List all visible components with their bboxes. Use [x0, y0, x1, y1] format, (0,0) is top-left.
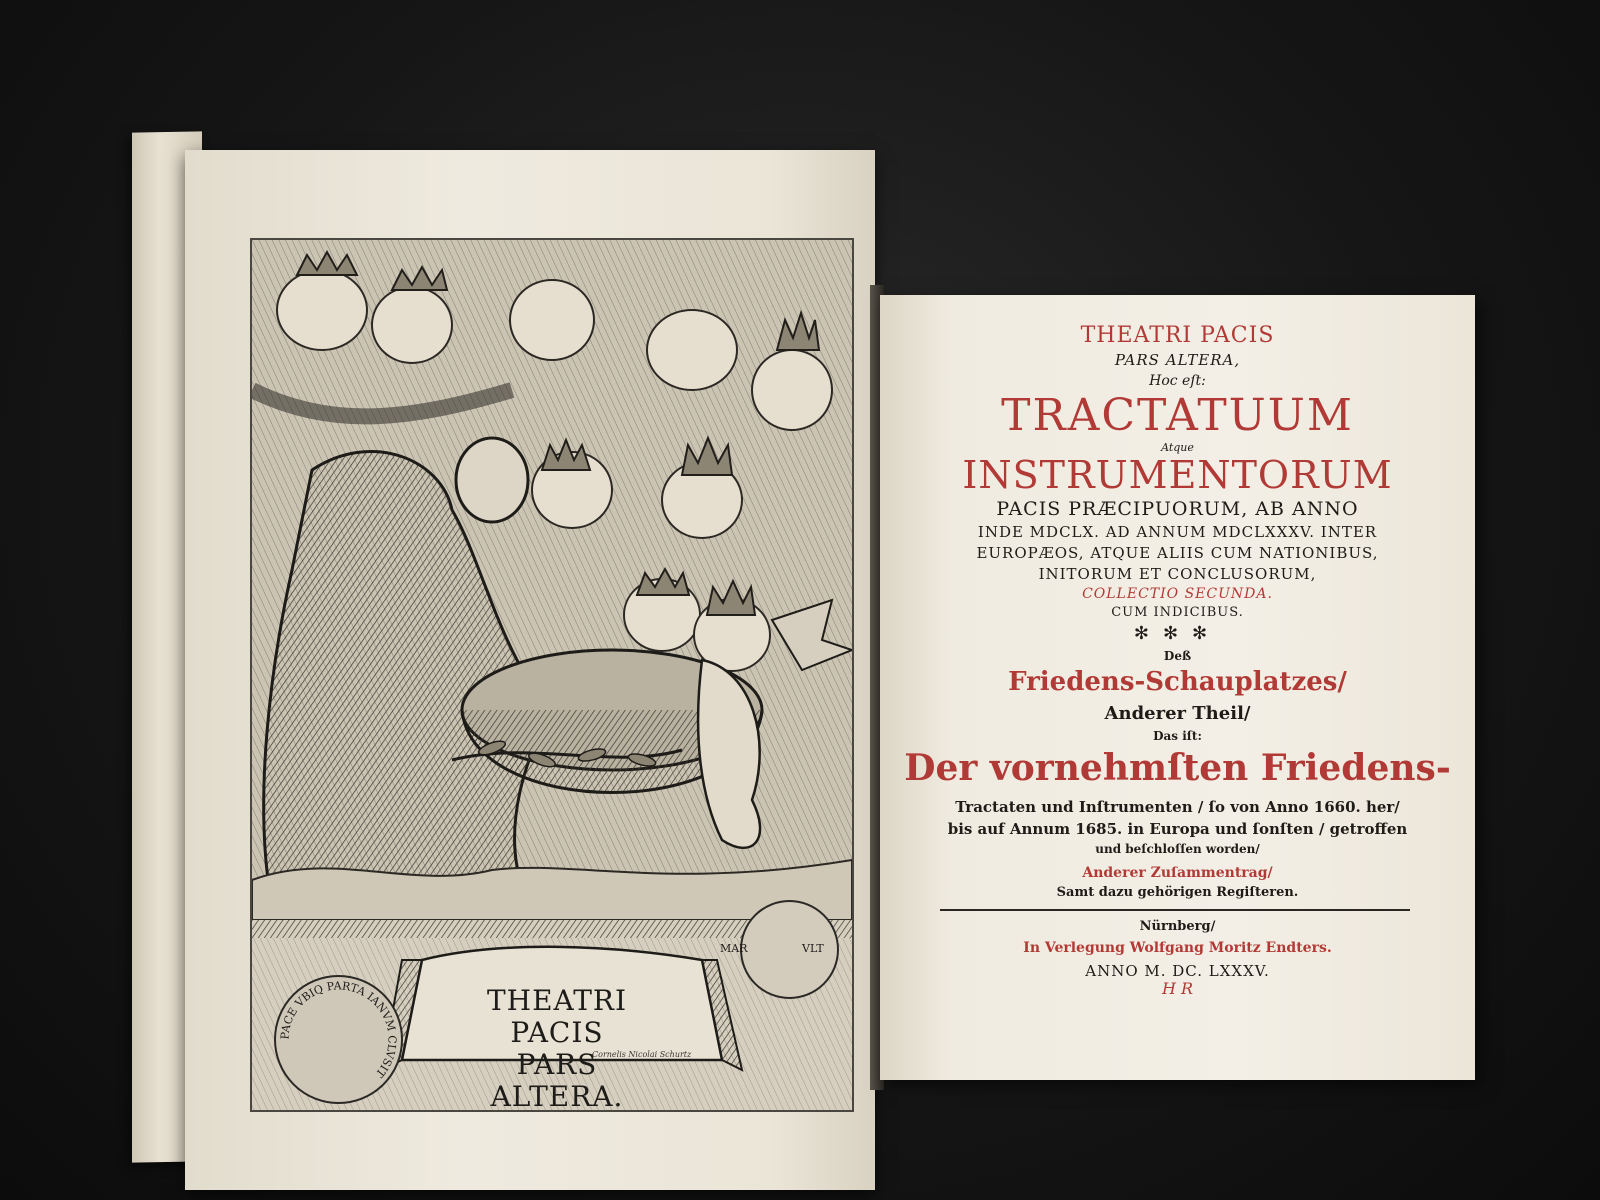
title-line-hoc-est: Hoc eſt: [1149, 373, 1206, 389]
title-line-bis-auf: bis auf Annum 1685. in Europa und ſonſten / getroffen [947, 820, 1408, 838]
title-line-beschlossen: und beſchloſſen worden/ [1095, 842, 1260, 856]
title-line-collectio: COLLECTIO SECUNDA. [1082, 586, 1273, 602]
frontispiece-title-line2: PARS ALTERA. [490, 1048, 624, 1112]
ornament-rosettes: ✻✻✻ [1133, 623, 1222, 644]
medal-right-left-text: MAR [720, 942, 748, 955]
title-line-atque: Atque [1161, 441, 1194, 454]
svg-text:PACE VBIQ PARTA IANVM CLVSIT: PACE VBIQ PARTA IANVM CLVSIT [278, 979, 399, 1080]
title-line-tractaten: Tractaten und Inſtrumenten / ſo von Anno 1660. her/ [955, 798, 1400, 816]
title-line-das-ist: Das iſt: [1153, 729, 1202, 743]
frontispiece-title-line1: THEATRI PACIS [486, 984, 628, 1049]
title-line-dess: Deß [1163, 649, 1192, 663]
title-line-verlegung: In Verlegung Wolfgang Moritz Endters. [1023, 940, 1332, 956]
medal-inscription [276, 977, 401, 1102]
title-line-anderer-theil: Anderer Theil/ [1104, 703, 1251, 724]
frontispiece-engraving [250, 238, 854, 1112]
medal-right-right-text: VLT [802, 942, 824, 955]
title-line-zusammentrag: Anderer Zuſammentrag/ [1082, 865, 1273, 881]
janus-medal [274, 975, 403, 1104]
title-line-initorum: INITORUM ET CONCLUSORUM, [1038, 565, 1317, 583]
title-rule [940, 909, 1410, 911]
title-line-cum-indicibus: CUM INDICIBUS. [1111, 605, 1244, 620]
title-line-anno: ANNO M. DC. LXXXV. [1085, 962, 1270, 980]
title-line-pars-altera: PARS ALTERA, [1114, 351, 1241, 369]
title-line-theatri-pacis: THEATRI PACIS [1080, 323, 1275, 348]
frontispiece-title [452, 985, 662, 1112]
title-line-europaeos: EUROPÆOS, ATQUE ALIIS CUM NATIONIBUS, [976, 544, 1379, 562]
handwritten-mark: H R [1161, 979, 1194, 998]
title-line-pacis: PACIS PRÆCIPUORUM, AB ANNO [996, 498, 1359, 520]
title-line-registeren: Samt dazu gehörigen Regiſteren. [1056, 885, 1299, 900]
title-line-nuernberg: Nürnberg/ [1139, 919, 1216, 934]
temple-medal [720, 900, 839, 999]
title-line-tractatuum: TRACTATUUM [1001, 390, 1354, 441]
title-page [880, 295, 1475, 1080]
engraver-signature: Cornelis Nicolai Schurtz [592, 1050, 692, 1059]
title-line-instrumentorum: INSTRUMENTORUM [962, 453, 1393, 497]
title-line-inde: INDE MDCLX. AD ANNUM MDCLXXXV. INTER [977, 523, 1378, 541]
title-line-vornehmsten: Der vornehmſten Friedens- [904, 747, 1451, 789]
title-line-friedens-schauplatzes: Friedens-Schauplatzes/ [1008, 667, 1347, 697]
